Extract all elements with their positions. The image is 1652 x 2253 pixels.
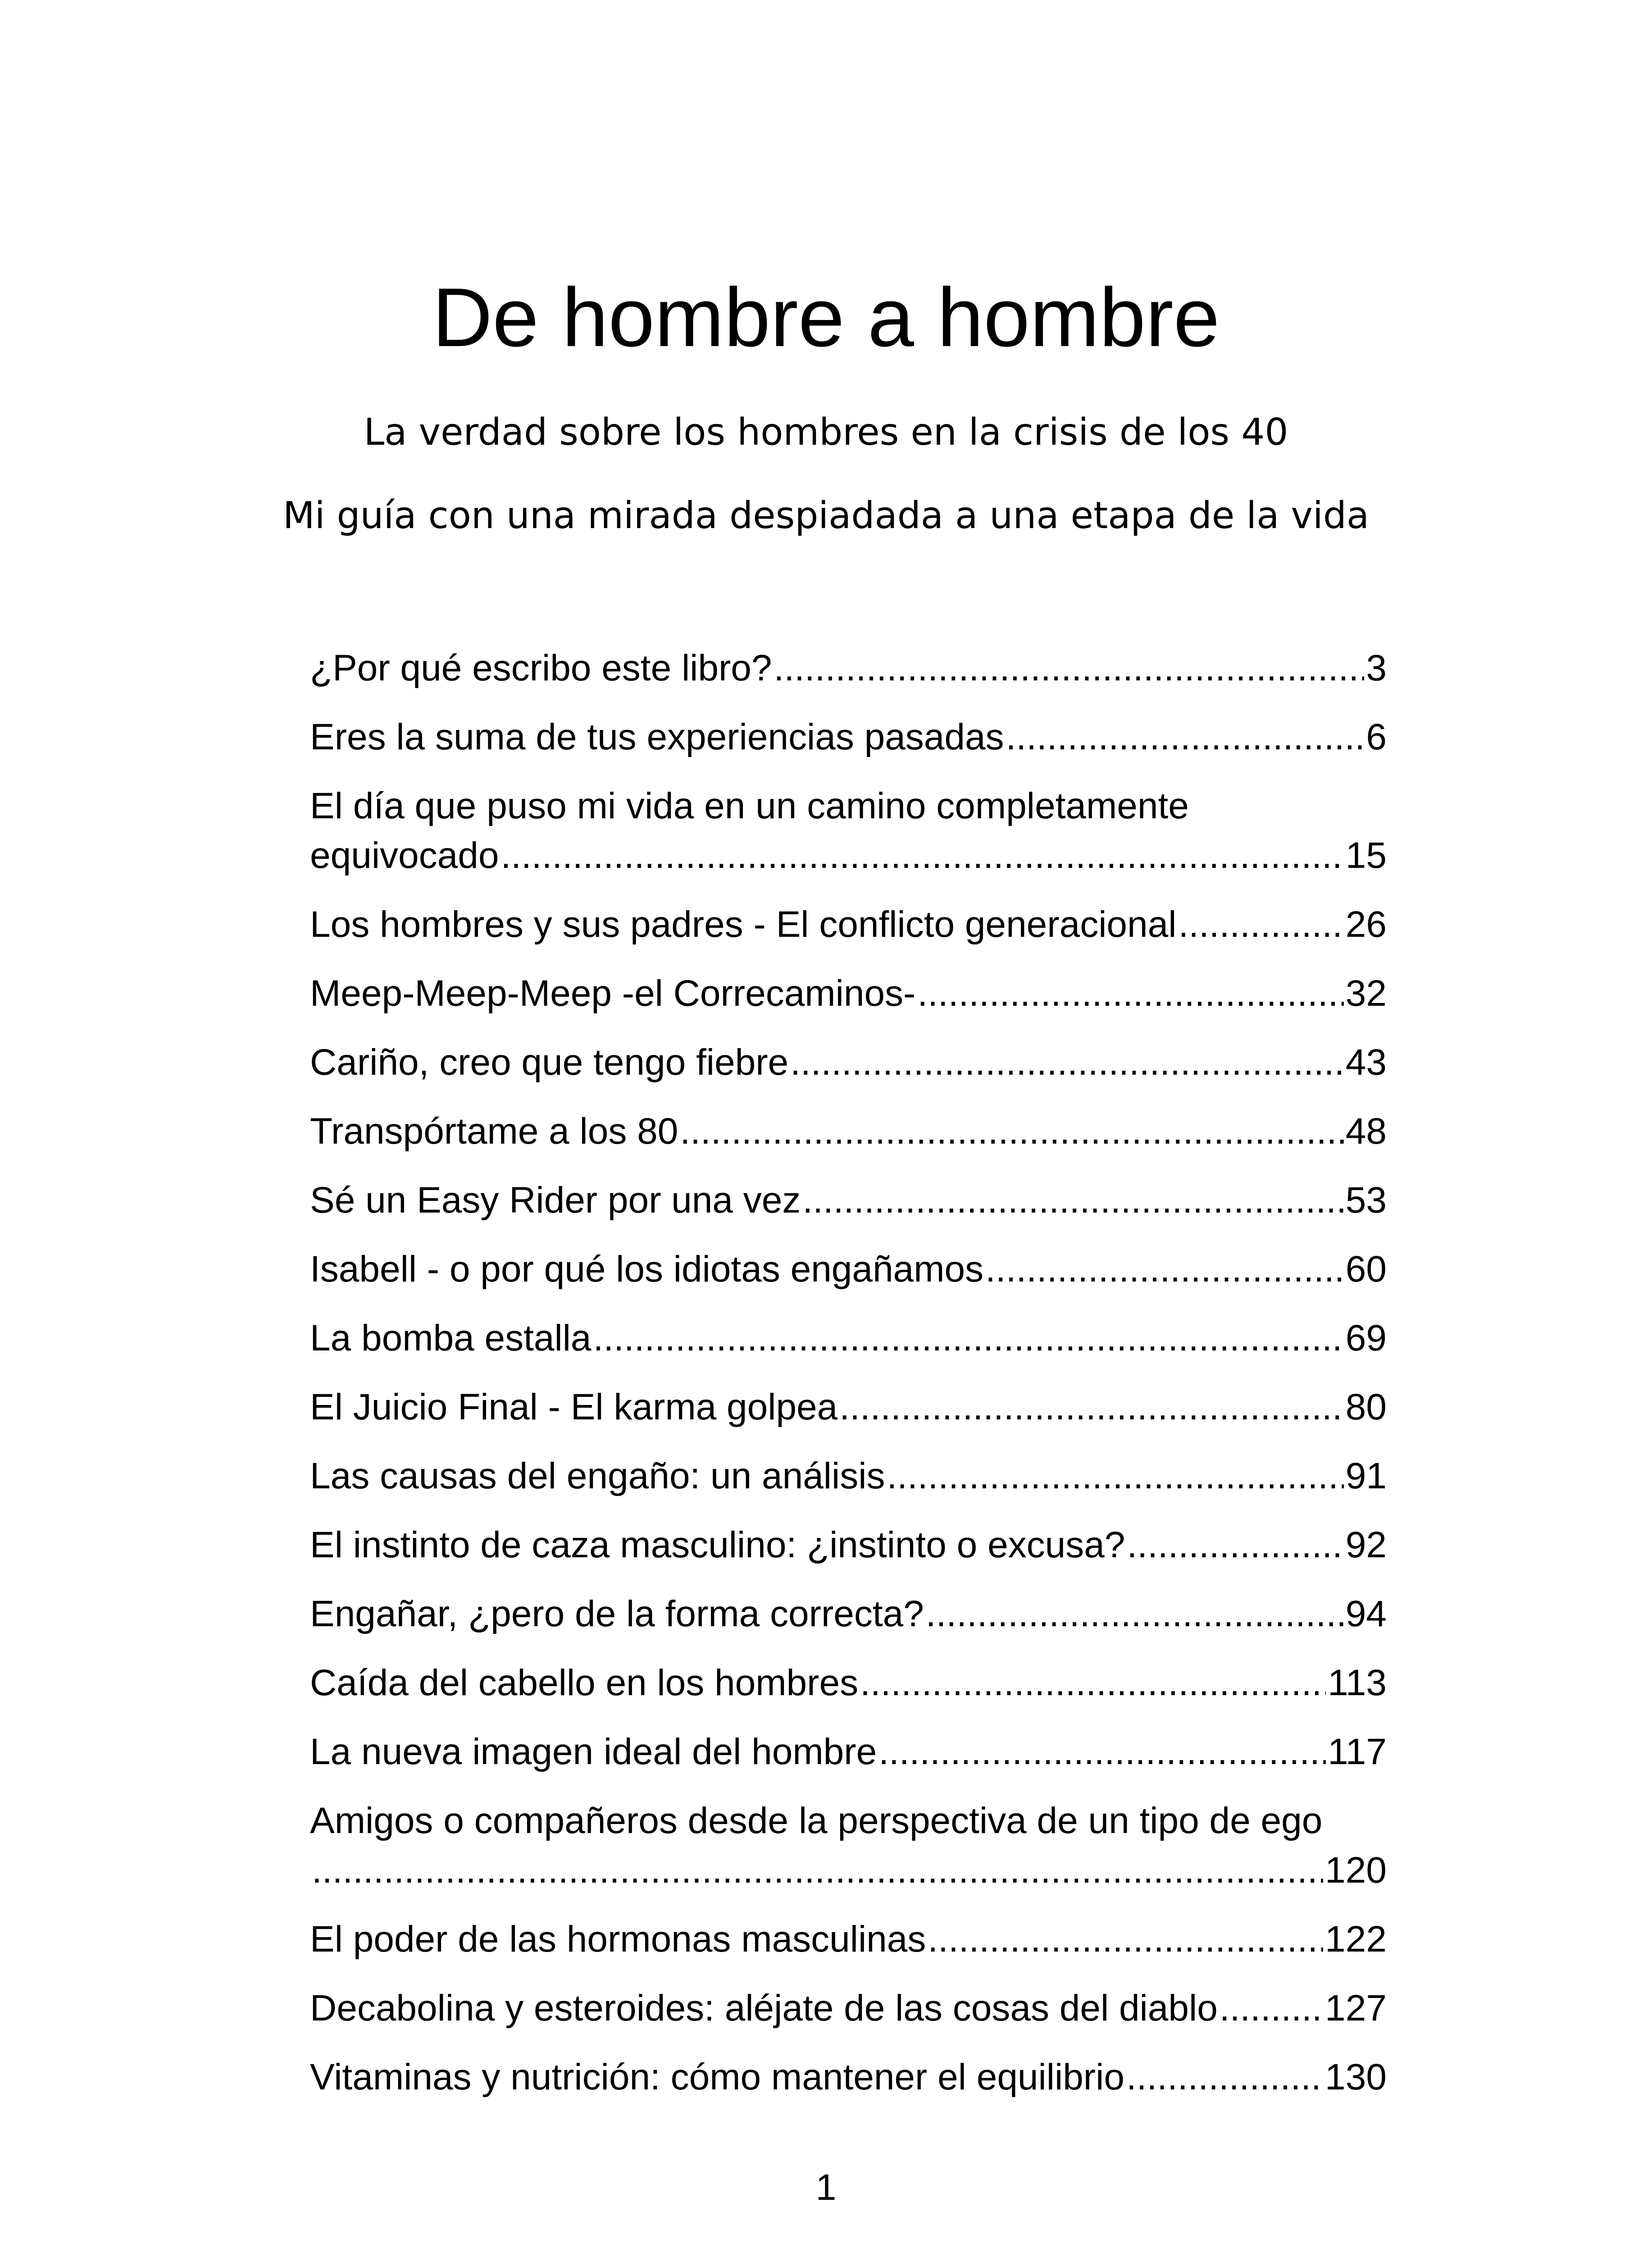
toc-entry[interactable] bbox=[310, 712, 1387, 762]
toc-entry-title-continued: equivocado bbox=[310, 835, 499, 876]
toc-entry[interactable] bbox=[310, 781, 1387, 880]
dot-leader bbox=[917, 969, 1343, 1018]
toc-entry-page: 117 bbox=[1328, 1731, 1387, 1772]
dot-leader bbox=[839, 1382, 1344, 1432]
dot-leader bbox=[680, 1107, 1343, 1156]
toc-entry-title: ¿Por qué escribo este libro? bbox=[310, 648, 772, 689]
toc-entry-title: Eres la suma de tus experiencias pasadas bbox=[310, 716, 1004, 757]
dot-leader bbox=[1220, 1984, 1323, 2033]
toc-entry[interactable] bbox=[310, 1658, 1387, 1708]
dot-leader bbox=[774, 643, 1365, 693]
dot-leader bbox=[878, 1727, 1326, 1777]
toc-entry-title: La nueva imagen ideal del hombre bbox=[310, 1731, 877, 1772]
toc-entry-page: 127 bbox=[1325, 1988, 1387, 2029]
toc-entry-page: 92 bbox=[1345, 1524, 1387, 1565]
toc-entry-title: Las causas del engaño: un análisis bbox=[310, 1455, 885, 1496]
toc-entry[interactable] bbox=[310, 1313, 1387, 1363]
toc-entry-page: 120 bbox=[1325, 1850, 1387, 1891]
toc-entry[interactable] bbox=[310, 1727, 1387, 1777]
toc-entry-title: Los hombres y sus padres - El conflicto generacional bbox=[310, 904, 1177, 945]
toc-entry-title: Sé un Easy Rider por una vez bbox=[310, 1180, 801, 1221]
toc-entry-title: El instinto de caza masculino: ¿instinto o excusa? bbox=[310, 1524, 1125, 1565]
dot-leader bbox=[926, 1589, 1344, 1639]
toc-entry-page: 69 bbox=[1345, 1318, 1387, 1359]
book-title: De hombre a hombre bbox=[432, 271, 1220, 364]
toc-entry-title: Caída del cabello en los hombres bbox=[310, 1662, 859, 1703]
toc-entry-page: 122 bbox=[1325, 1919, 1387, 1960]
toc-entry[interactable] bbox=[310, 2052, 1387, 2102]
toc-entry[interactable] bbox=[310, 900, 1387, 949]
dot-leader bbox=[860, 1658, 1326, 1708]
toc-entry-title: Vitaminas y nutrición: cómo mantener el equilibrio bbox=[310, 2057, 1124, 2098]
dot-leader bbox=[1127, 1520, 1344, 1570]
page-number: 1 bbox=[815, 2167, 837, 2208]
toc-entry-title: Amigos o compañeros desde la perspectiva de un tipo de ego bbox=[310, 1800, 1323, 1841]
toc-entry-title: El poder de las hormonas masculinas bbox=[310, 1919, 926, 1960]
toc-entry-page: 94 bbox=[1345, 1593, 1387, 1634]
subtitle-secondary: Mi guía con una mirada despiadada a una etapa de la vida bbox=[282, 494, 1370, 537]
toc-entry-page: 6 bbox=[1366, 716, 1387, 757]
dot-leader bbox=[802, 1176, 1343, 1225]
toc-entry[interactable] bbox=[310, 1382, 1387, 1432]
toc-entry-title: Cariño, creo que tengo fiebre bbox=[310, 1042, 789, 1083]
dot-leader bbox=[501, 831, 1343, 880]
dot-leader bbox=[1126, 2052, 1323, 2102]
toc-entry-page: 43 bbox=[1345, 1042, 1387, 1083]
toc-entry-title: Meep-Meep-Meep -el Correcaminos- bbox=[310, 973, 916, 1014]
toc-entry-page: 32 bbox=[1345, 973, 1387, 1014]
toc-entry-page: 48 bbox=[1345, 1111, 1387, 1152]
toc-entry-page: 15 bbox=[1345, 835, 1387, 876]
toc-entry[interactable] bbox=[310, 1245, 1387, 1294]
toc-entry-title: Decabolina y esteroides: aléjate de las cosas del diablo bbox=[310, 1988, 1218, 2029]
toc-entry-title: Transpórtame a los 80 bbox=[310, 1111, 678, 1152]
dot-leader bbox=[985, 1245, 1344, 1294]
toc-entry[interactable] bbox=[310, 1589, 1387, 1639]
toc-entry[interactable] bbox=[310, 1520, 1387, 1570]
toc-entry[interactable] bbox=[310, 1915, 1387, 1964]
toc-entry[interactable] bbox=[310, 1176, 1387, 1225]
dot-leader bbox=[1006, 712, 1365, 762]
toc-entry-title: Engañar, ¿pero de la forma correcta? bbox=[310, 1593, 924, 1634]
toc-entry[interactable] bbox=[310, 643, 1387, 693]
toc-entry-title: El Juicio Final - El karma golpea bbox=[310, 1386, 838, 1428]
dot-leader bbox=[887, 1451, 1343, 1501]
dot-leader bbox=[593, 1313, 1344, 1363]
dot-leader bbox=[790, 1038, 1344, 1087]
toc-entry-page: 113 bbox=[1328, 1662, 1387, 1703]
toc-entry[interactable] bbox=[310, 1038, 1387, 1087]
toc-entry-title: El día que puso mi vida en un camino completamente bbox=[310, 785, 1189, 826]
dot-leader bbox=[312, 1846, 1323, 1895]
subtitle: La verdad sobre los hombres en la crisis de los 40 bbox=[364, 411, 1288, 454]
toc-entry-page: 53 bbox=[1345, 1180, 1387, 1221]
toc-entry[interactable] bbox=[310, 969, 1387, 1018]
toc-entry[interactable] bbox=[310, 1107, 1387, 1156]
toc-entry-page: 26 bbox=[1345, 904, 1387, 945]
toc-entry-title: La bomba estalla bbox=[310, 1318, 592, 1359]
toc-entry-page: 80 bbox=[1345, 1386, 1387, 1428]
table-of-contents bbox=[310, 643, 1387, 2121]
dot-leader bbox=[928, 1915, 1323, 1964]
toc-entry-page: 91 bbox=[1345, 1455, 1387, 1496]
toc-entry-title: Isabell - o por qué los idiotas engañamos bbox=[310, 1249, 984, 1290]
toc-entry[interactable] bbox=[310, 1796, 1387, 1895]
toc-entry-page: 3 bbox=[1366, 648, 1387, 689]
toc-entry-page: 60 bbox=[1345, 1249, 1387, 1290]
toc-entry[interactable] bbox=[310, 1984, 1387, 2033]
toc-entry-page: 130 bbox=[1325, 2057, 1387, 2098]
dot-leader bbox=[1178, 900, 1343, 949]
toc-entry[interactable] bbox=[310, 1451, 1387, 1501]
